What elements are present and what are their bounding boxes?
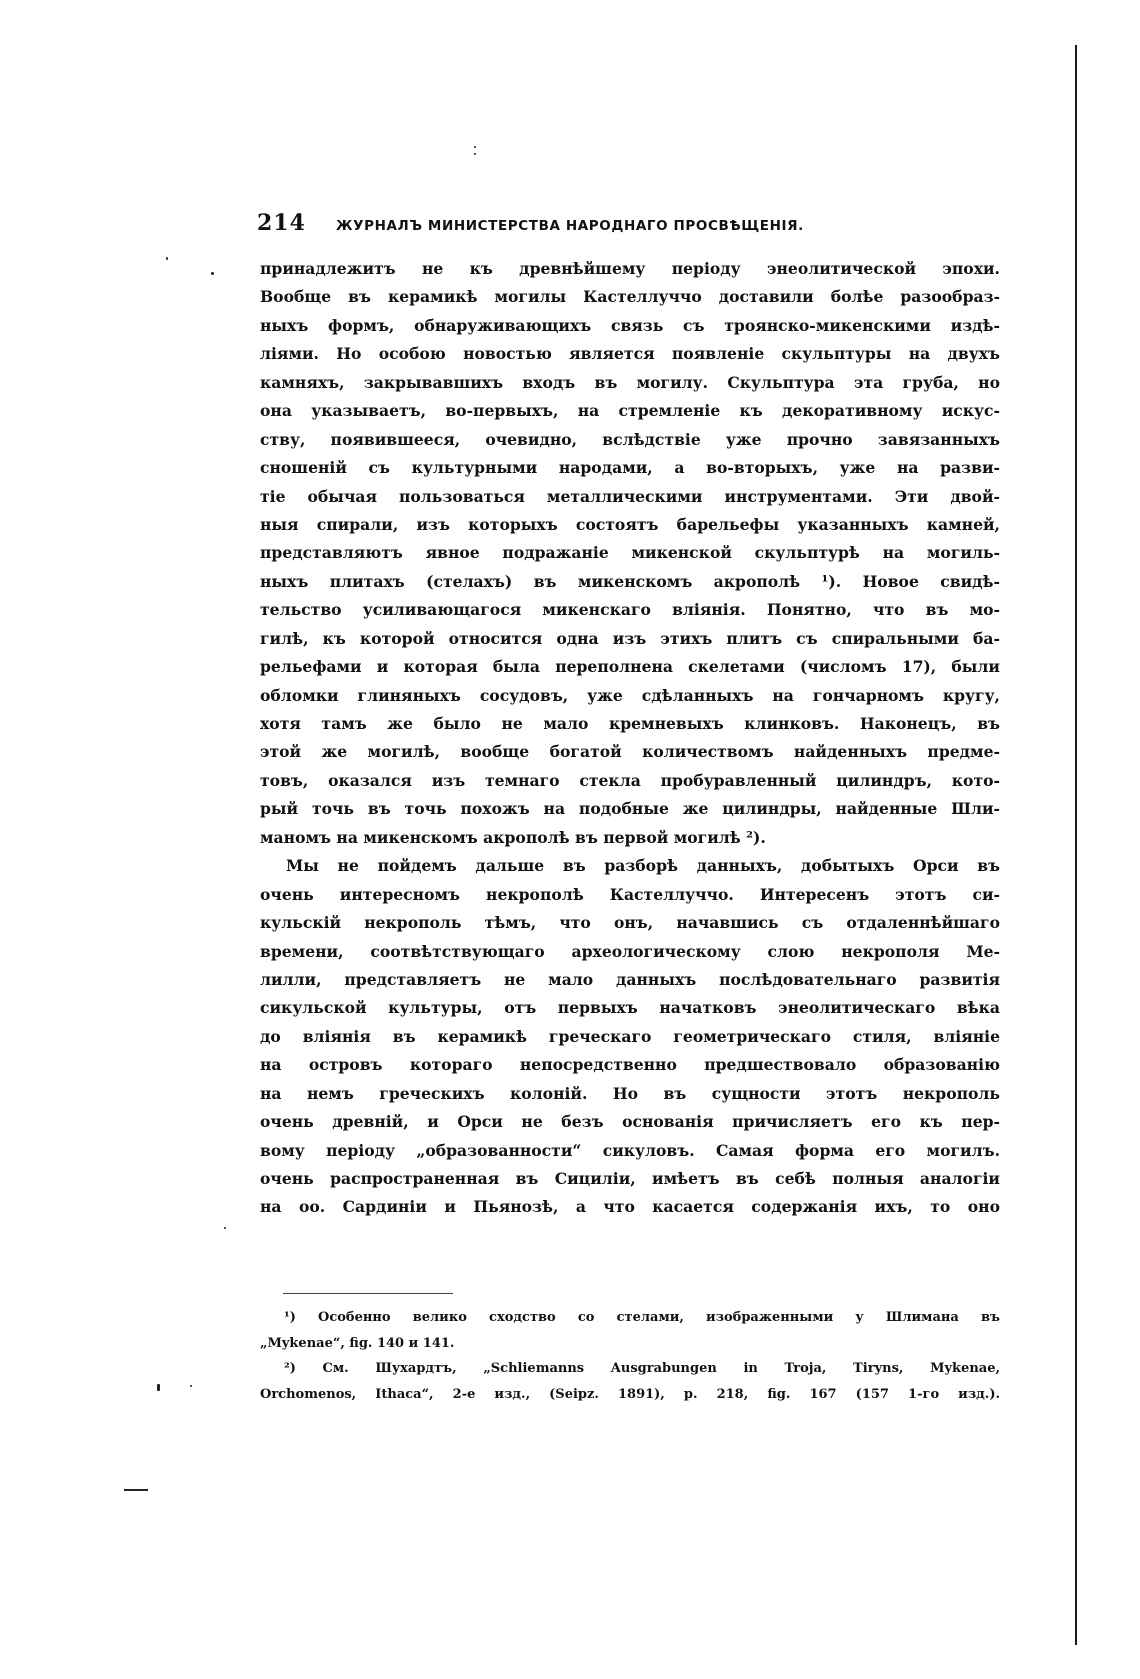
text-line: ныхъ плитахъ (стелахъ) въ микенскомъ акрополѣ ¹). Новое свидѣ- (260, 571, 1000, 591)
text-line: тельство усиливающагося микенскаго вліянія. Понятно, что въ мо- (260, 600, 1000, 620)
text-line: сношеній съ культурными народами, а во-вторыхъ, уже на разви- (260, 458, 1000, 478)
footnote-line: Orchomenos, Ithaca“, 2-е изд., (Seipz. 1891), p. 218, fig. 167 (157 1-го изд.). (260, 1386, 1000, 1402)
text-line: на оо. Сардиніи и Пьянозѣ, а что касается содержанія ихъ, то оно (260, 1197, 1000, 1217)
text-line: представляютъ явное подражаніе микенской скульптурѣ на могиль- (260, 543, 1000, 563)
text-line: хотя тамъ же было не мало кремневыхъ клинковъ. Наконецъ, въ (260, 714, 1000, 733)
text-line: товъ, оказался изъ темнаго стекла пробуравленный цилиндръ, кото- (260, 770, 1000, 790)
body-text (260, 255, 1000, 1222)
text-line: времени, соотвѣтствующаго археологическому слою некрополя Ме- (260, 941, 1000, 961)
text-line: принадлежитъ не къ древнѣйшему періоду энеолитической эпохи. (260, 259, 1000, 278)
scan-speck (190, 1385, 192, 1387)
text-line: ству, появившееся, очевидно, вслѣдствіе уже прочно завязанныхъ (260, 429, 1000, 449)
footnote-line: „Mykenae“, fig. 140 и 141. (260, 1335, 455, 1351)
text-line: лилли, представляетъ не мало данныхъ послѣдовательнаго развитія (260, 969, 1000, 989)
text-line: обломки глиняныхъ сосудовъ, уже сдѣланныхъ на гончарномъ кругу, (260, 685, 1000, 705)
text-line: Мы не пойдемъ дальше въ разборѣ данныхъ, добытыхъ Орси въ (286, 856, 1000, 876)
text-line: тіе обычая пользоваться металлическими инструментами. Эти двой- (260, 486, 1000, 506)
text-line: ліями. Но особою новостью является появленіе скульптуры на двухъ (260, 344, 1000, 364)
scan-speck (224, 1227, 226, 1229)
text-line: гилѣ, къ которой относится одна изъ этихъ плитъ съ спиральными ба- (260, 628, 1000, 648)
text-line: очень интересномъ некрополѣ Кастеллуччо. Интересенъ этотъ си- (260, 884, 1000, 904)
footnote-line: ²) См. Шухардтъ, „Schliemanns Ausgrabungen in Troja, Tiryns, Mykenae, (284, 1361, 1000, 1376)
text-line: рый точь въ точь похожъ на подобные же цилиндры, найденные Шли- (260, 799, 1000, 819)
page-edge-line (1075, 45, 1077, 1645)
scan-speck (166, 257, 168, 260)
page-number: 214 (257, 210, 306, 236)
footnote-line: ¹) Особенно велико сходство со стелами, изображенными у Шлимана въ (284, 1310, 1000, 1325)
text-line: сикульской культуры, отъ первыхъ начатковъ энеолитическаго вѣка (260, 998, 1000, 1018)
text-line: маномъ на микенскомъ акрополѣ въ первой могилѣ ²). (260, 827, 766, 847)
text-line: ныхъ формъ, обнаруживающихъ связь съ троянско-микенскими издѣ- (260, 315, 1000, 335)
footnotes (260, 1305, 1000, 1407)
text-line: она указываетъ, во-первыхъ, на стремленіе къ декоративному искус- (260, 401, 1000, 421)
running-title: ЖУРНАЛЪ МИНИСТЕРСТВА НАРОДНАГО ПРОСВѢЩЕНІЯ. (335, 218, 804, 234)
page-header (257, 210, 912, 236)
scan-speck (474, 146, 476, 148)
text-line: на островъ котораго непосредственно предшествовало образованію (260, 1055, 1000, 1075)
text-line: кульскій некрополь тѣмъ, что онъ, начавшись съ отдаленнѣйшаго (260, 913, 1000, 933)
footnote-rule (283, 1293, 453, 1294)
scan-speck (474, 153, 476, 155)
text-line: камняхъ, закрывавшихъ входъ въ могилу. Скульптура эта груба, но (260, 372, 1000, 392)
text-line: рельефами и которая была переполнена скелетами (числомъ 17), были (260, 657, 1000, 677)
text-line: очень распространенная въ Сициліи, имѣетъ въ себѣ полныя аналогіи (260, 1169, 1000, 1188)
text-line: до вліянія въ керамикѣ греческаго геометрическаго стиля, вліяніе (260, 1026, 1000, 1046)
scan-speck (211, 272, 214, 275)
text-line: на немъ греческихъ колоній. Но въ сущности этотъ некрополь (260, 1083, 1000, 1103)
text-line: этой же могилѣ, вообще богатой количествомъ найденныхъ предме- (260, 742, 1000, 762)
text-line: ныя спирали, изъ которыхъ состоятъ барельефы указанныхъ камней, (260, 514, 1000, 534)
scan-speck (157, 1384, 160, 1391)
text-line: очень древній, и Орси не безъ основанія причисляетъ его къ пер- (260, 1112, 1000, 1132)
margin-dash (124, 1489, 148, 1491)
text-line: Вообще въ керамикѣ могилы Кастеллуччо доставили болѣе разообраз- (260, 287, 1000, 307)
text-line: вому періоду „образованности“ сикуловъ. Самая форма его могилъ. (260, 1140, 1000, 1160)
